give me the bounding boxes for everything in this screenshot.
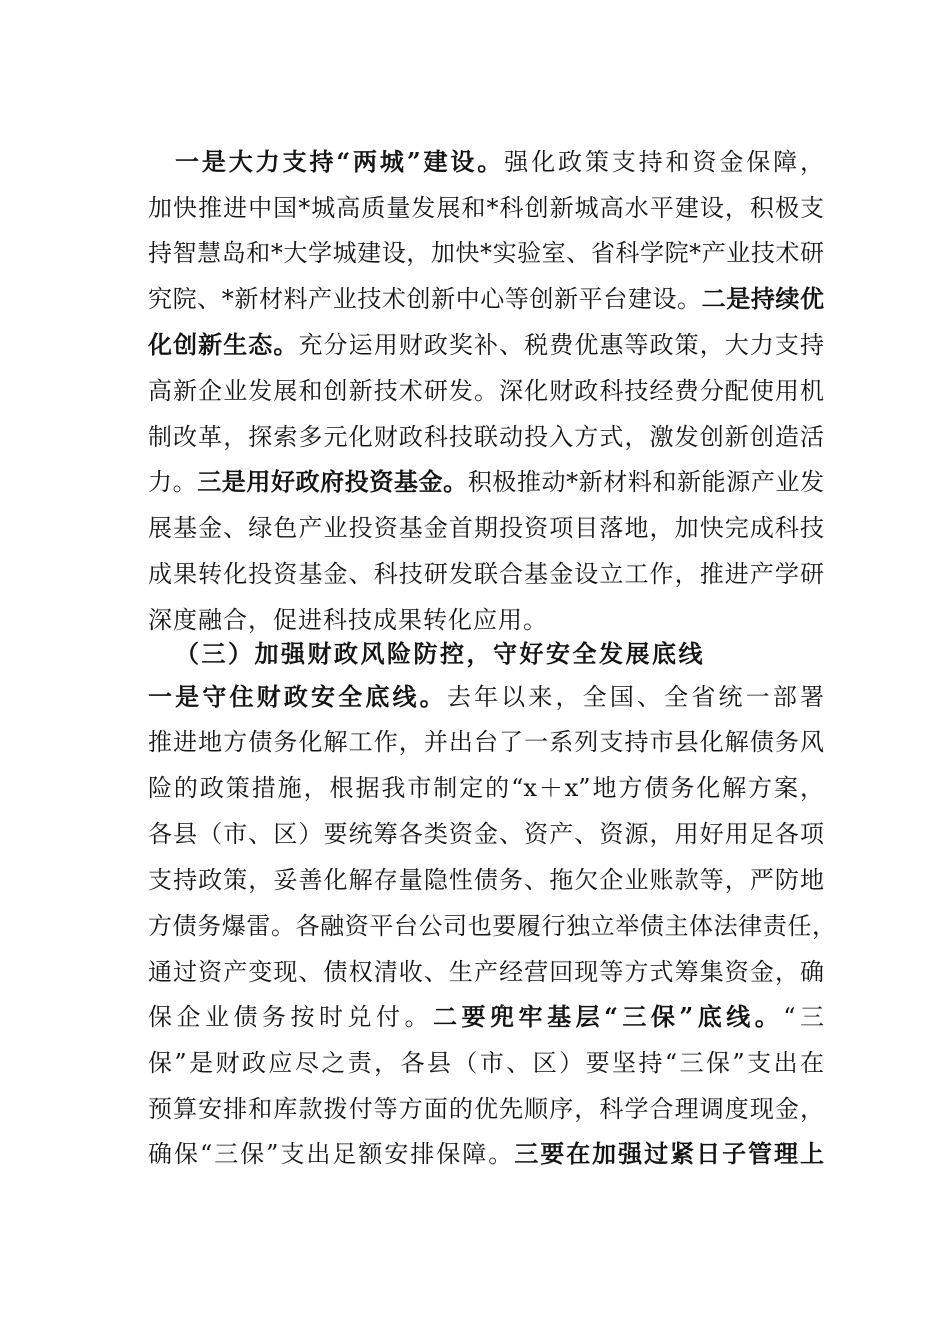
emphasis-lead-text: 一是大力支持“两城”建设。 bbox=[175, 147, 505, 176]
text-line bbox=[148, 994, 824, 1040]
emphasis-lead-text: 化创新生态。 bbox=[148, 330, 299, 359]
emphasis-lead-text: 二是持续优 bbox=[701, 284, 825, 313]
text-run: 持智慧岛和*大学城建设，加快*实验室、省科学院*产业技术研 bbox=[148, 239, 824, 267]
text-line bbox=[148, 1086, 824, 1132]
text-run: （三）加强财政风险防控，守好安全发展底线 bbox=[175, 639, 705, 668]
text-run: 高新企业发展和创新技术研发。深化财政科技经费分配使用机 bbox=[148, 377, 824, 405]
emphasis-lead-text: 一是守住财政安全底线。 bbox=[148, 682, 447, 711]
text-run: 通过资产变现、债权清收、生产经营回现等方式筹集资金，确 bbox=[148, 958, 824, 986]
text-run: 保企业债务按时兑付。 bbox=[148, 1003, 434, 1031]
text-line bbox=[148, 903, 836, 949]
text-run: 支持政策，妥善化解存量隐性债务、拖欠企业账款等，严防地 bbox=[148, 866, 824, 894]
text-run: 深度融合，促进科技成果转化应用。 bbox=[148, 606, 548, 634]
text-run: 强化政策支持和资金保障， bbox=[504, 148, 825, 176]
text-run: 去年以来，全国、全省统一部署 bbox=[446, 683, 825, 711]
text-run: 险的政策措施，根据我市制定的“x＋x”地方债务化解方案， bbox=[148, 774, 824, 802]
text-line bbox=[148, 949, 824, 995]
text-run: 方债务爆雷。各融资平台公司也要履行独立举债主体法律责任， bbox=[148, 912, 836, 940]
emphasis-lead-text: 三是用好政府投资基金。 bbox=[197, 467, 468, 496]
text-line bbox=[148, 1131, 824, 1177]
text-run: 推进地方债务化解工作，并出台了一系列支持市县化解债务风 bbox=[148, 728, 824, 756]
emphasis-lead-text: 三要在加强过紧日子管理上 bbox=[514, 1139, 825, 1168]
text-run: “三 bbox=[783, 1003, 824, 1031]
text-run: 预算安排和库款拨付等方面的优先顺序，科学合理调度现金， bbox=[148, 1095, 824, 1123]
text-line bbox=[148, 674, 824, 720]
text-run: 制改革，探索多元化财政科技联动投入方式，激发创新创造活 bbox=[148, 423, 824, 451]
text-line bbox=[148, 719, 824, 765]
text-line bbox=[148, 811, 824, 857]
text-line bbox=[148, 857, 824, 903]
text-line bbox=[148, 1040, 824, 1086]
text-run: 保”是财政应尽之责，各县（市、区）要坚持“三保”支出在 bbox=[148, 1049, 824, 1077]
text-run: 究院、*新材料产业技术创新中心等创新平台建设。 bbox=[148, 285, 702, 313]
text-run: 展基金、绿色产业投资基金首期投资项目落地，加快完成科技 bbox=[148, 514, 824, 542]
text-run: 各县（市、区）要统筹各类资金、资产、资源，用好用足各项 bbox=[148, 820, 824, 848]
text-run: 确保“三保”支出足额安排保障。 bbox=[148, 1140, 515, 1168]
text-line bbox=[148, 765, 824, 811]
text-run: 成果转化投资基金、科技研发联合基金设立工作，推进产学研 bbox=[148, 560, 824, 588]
text-run: 力。 bbox=[148, 468, 198, 496]
text-run: 充分运用财政奖补、税费优惠等政策，大力支持 bbox=[298, 331, 825, 359]
emphasis-lead-text: 二要兜牢基层“三保”底线。 bbox=[433, 1002, 784, 1031]
text-run: 积极推动*新材料和新能源产业发 bbox=[467, 468, 825, 496]
text-run: 加快推进中国*城高质量发展和*科创新城高水平建设，积极支 bbox=[148, 194, 824, 222]
